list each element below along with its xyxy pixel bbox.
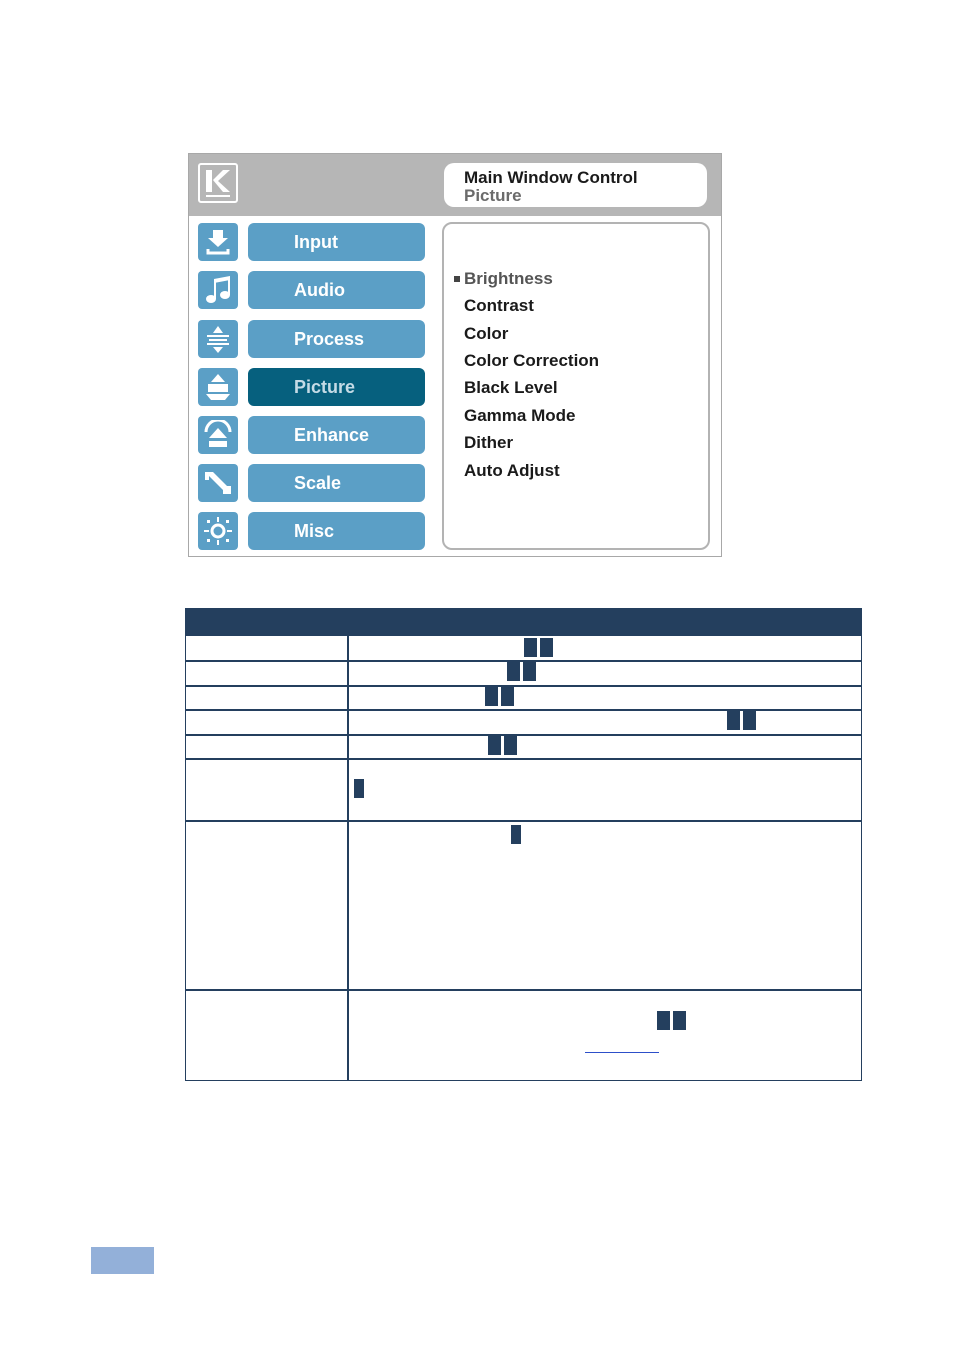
redacted-block bbox=[743, 711, 756, 730]
title-box bbox=[444, 163, 707, 207]
redacted-block bbox=[485, 687, 498, 706]
menu-button-input[interactable]: Input bbox=[248, 223, 425, 261]
redacted-block bbox=[540, 638, 553, 657]
kramer-logo-icon bbox=[198, 163, 238, 203]
enhance-icon[interactable] bbox=[198, 416, 238, 454]
scale-icon[interactable] bbox=[198, 464, 238, 502]
redacted-block bbox=[657, 1011, 670, 1030]
menu-button-misc[interactable]: Misc bbox=[248, 512, 425, 550]
menu-button-picture[interactable]: Picture bbox=[248, 368, 425, 406]
table-row bbox=[186, 989, 861, 991]
window-title: Main Window Control bbox=[464, 168, 638, 187]
table-row bbox=[186, 820, 861, 822]
menu-button-process[interactable]: Process bbox=[248, 320, 425, 358]
redacted-block bbox=[354, 779, 364, 798]
redacted-block bbox=[511, 825, 521, 844]
osd-header bbox=[189, 154, 721, 216]
column-divider bbox=[347, 609, 349, 1080]
input-icon[interactable] bbox=[198, 223, 238, 261]
window-subtitle: Picture bbox=[464, 186, 522, 205]
submenu-item-black-level[interactable]: Black Level bbox=[464, 378, 558, 397]
table-row bbox=[186, 685, 861, 687]
redacted-block bbox=[524, 638, 537, 657]
misc-icon[interactable] bbox=[198, 512, 238, 550]
osd-window bbox=[188, 153, 722, 557]
redacted-block bbox=[673, 1011, 686, 1030]
redacted-block bbox=[507, 662, 520, 681]
table-row bbox=[186, 709, 861, 711]
picture-icon[interactable] bbox=[198, 368, 238, 406]
process-icon[interactable] bbox=[198, 320, 238, 358]
table-row bbox=[186, 734, 861, 736]
table-header bbox=[186, 609, 861, 636]
submenu-item-color[interactable]: Color bbox=[464, 324, 509, 343]
redacted-block bbox=[504, 736, 517, 755]
redacted-block bbox=[727, 711, 740, 730]
submenu-item-brightness[interactable]: Brightness bbox=[464, 269, 553, 288]
submenu-item-gamma-mode[interactable]: Gamma Mode bbox=[464, 406, 576, 425]
menu-button-scale[interactable]: Scale bbox=[248, 464, 425, 502]
menu-button-audio[interactable]: Audio bbox=[248, 271, 425, 309]
page-number-tab bbox=[91, 1247, 154, 1274]
menu-button-enhance[interactable]: Enhance bbox=[248, 416, 425, 454]
hyperlink-underline[interactable] bbox=[585, 1052, 659, 1053]
submenu-item-contrast[interactable]: Contrast bbox=[464, 296, 534, 315]
submenu-item-color-correction[interactable]: Color Correction bbox=[464, 351, 600, 370]
parameter-table bbox=[185, 608, 862, 1081]
redacted-block bbox=[501, 687, 514, 706]
selection-marker bbox=[454, 276, 460, 282]
table-row bbox=[186, 758, 861, 760]
music-note-icon[interactable] bbox=[198, 271, 238, 309]
submenu-item-auto-adjust[interactable]: Auto Adjust bbox=[464, 461, 560, 480]
redacted-block bbox=[488, 736, 501, 755]
submenu-panel bbox=[442, 222, 710, 550]
redacted-block bbox=[523, 662, 536, 681]
submenu-item-dither[interactable]: Dither bbox=[464, 433, 514, 452]
